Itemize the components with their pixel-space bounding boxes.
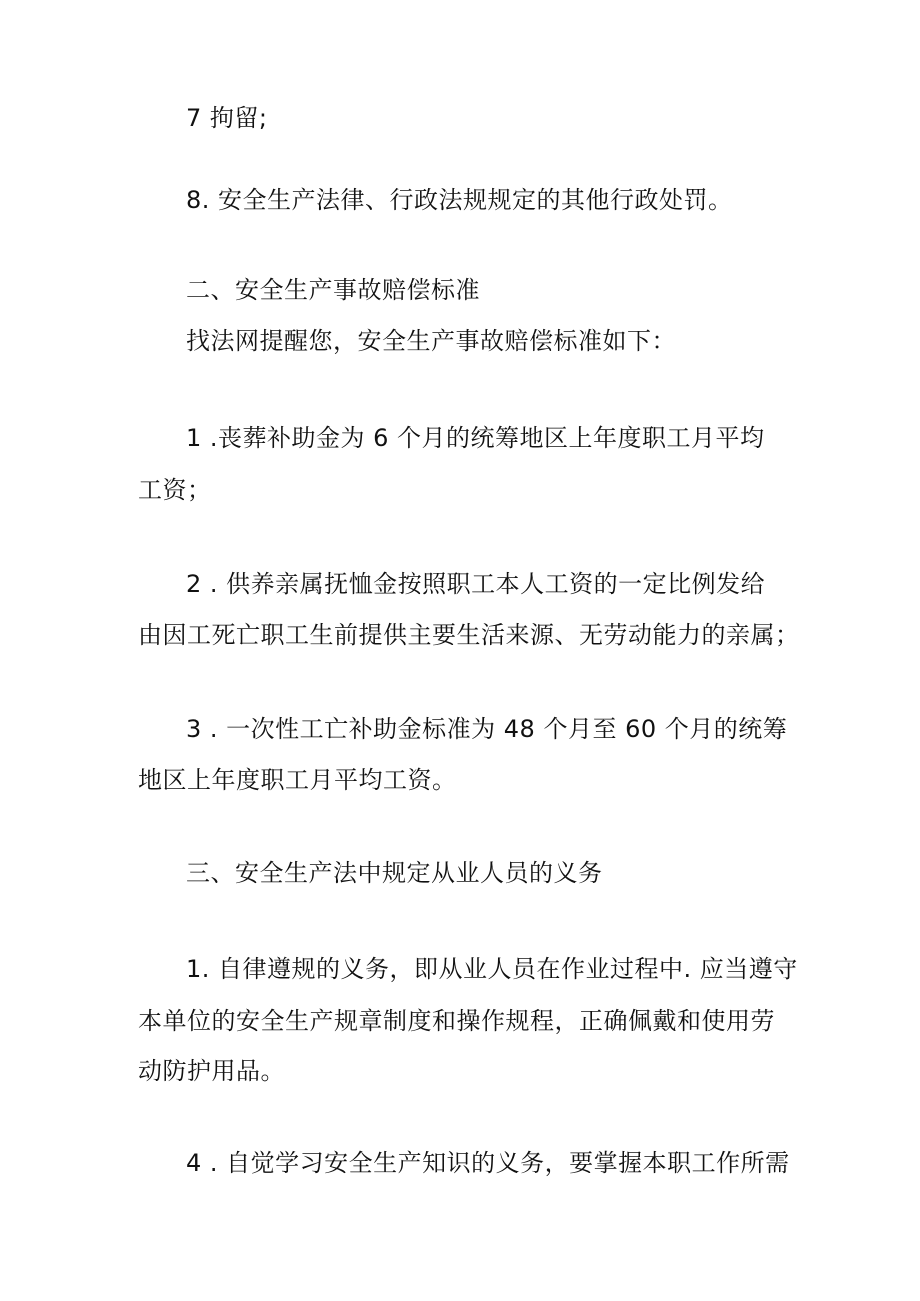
paragraph-intro: 找法网提醒您，安全生产事故赔偿标准如下： xyxy=(186,327,676,355)
list-item-7: 7 拘留; xyxy=(186,104,268,132)
section-heading-2: 二、安全生产事故赔偿标准 xyxy=(186,276,480,304)
section-heading-3: 三、安全生产法中规定从业人员的义务 xyxy=(186,859,603,887)
duty-item-1-line-3: 动防护用品。 xyxy=(138,1057,285,1085)
list-item-3-line-1: 3 . 一次性工亡补助金标准为 48 个月至 60 个月的统筹 xyxy=(186,715,788,743)
list-item-2-line-1: 2 . 供养亲属抚恤金按照职工本人工资的一定比例发给 xyxy=(186,570,766,598)
duty-item-1-line-1: 1. 自律遵规的义务，即从业人员在作业过程中. 应当遵守 xyxy=(186,955,798,983)
duty-item-1-line-2: 本单位的安全生产规章制度和操作规程，正确佩戴和使用劳 xyxy=(138,1007,775,1035)
list-item-3-line-2: 地区上年度职工月平均工资。 xyxy=(138,766,457,794)
list-item-1-line-1: 1 .丧葬补助金为 6 个月的统筹地区上年度职工月平均 xyxy=(186,424,765,452)
duty-item-4-line-1: 4 . 自觉学习安全生产知识的义务，要掌握本职工作所需 xyxy=(186,1149,790,1177)
list-item-2-line-2: 由因工死亡职工生前提供主要生活来源、无劳动能力的亲属； xyxy=(138,621,800,649)
list-item-8: 8. 安全生产法律、行政法规规定的其他行政处罚。 xyxy=(186,186,733,214)
list-item-1-line-2: 工资； xyxy=(138,476,212,504)
